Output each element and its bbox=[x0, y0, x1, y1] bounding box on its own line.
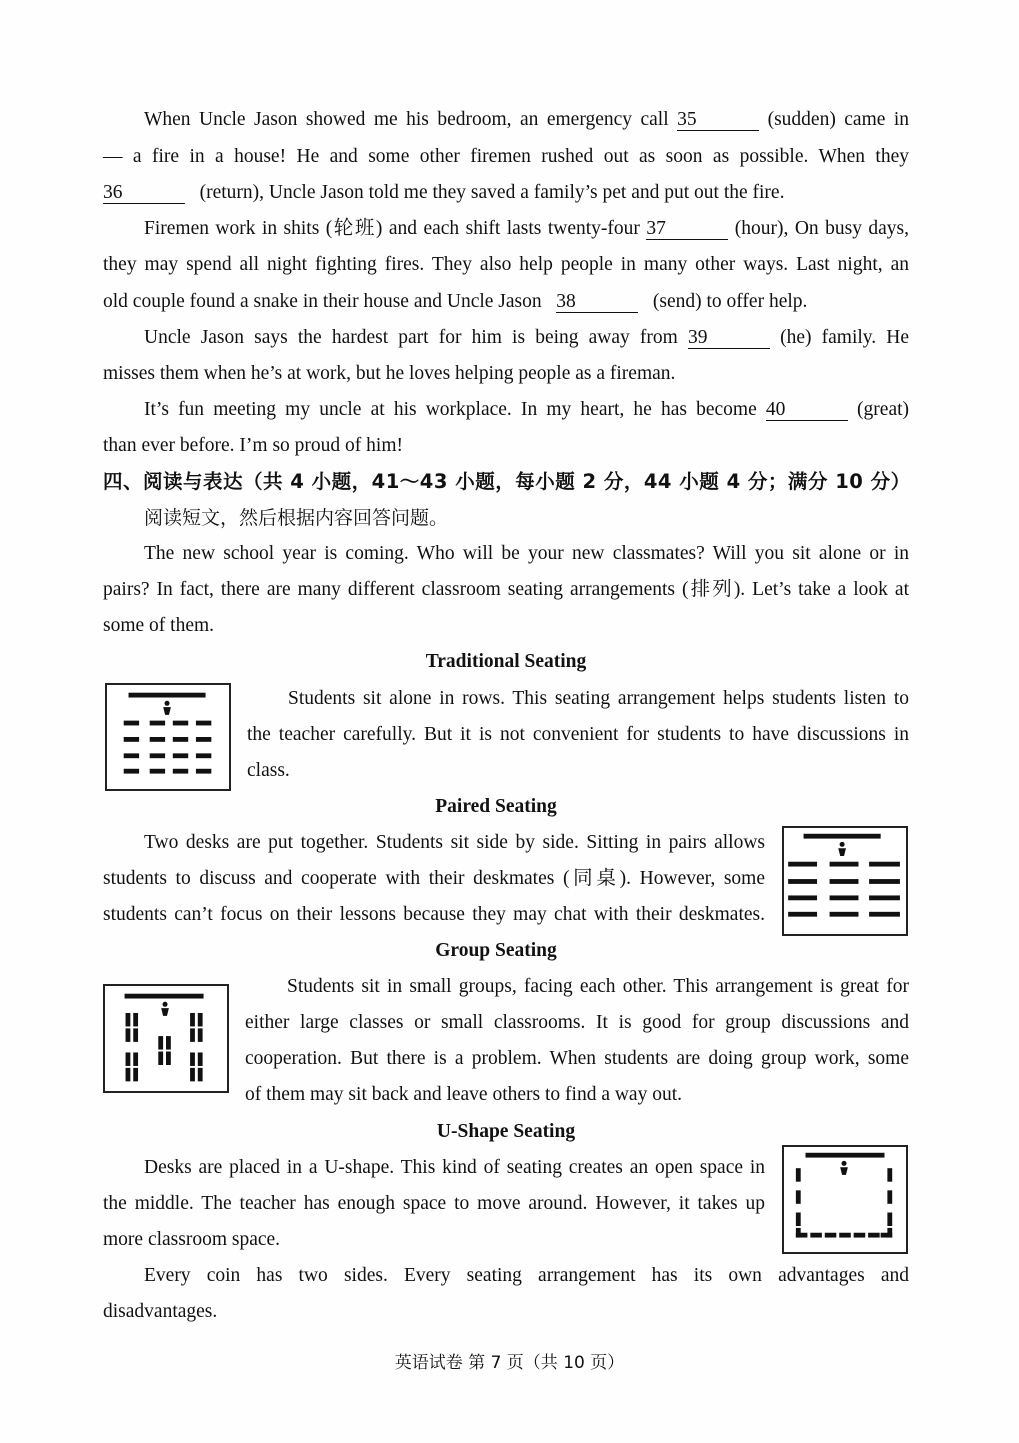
text: old couple found a snake in their house and Uncle Jason bbox=[103, 291, 542, 312]
p1-line-2: — a fire in a house! He and some other firemen rushed out as soon as possible. When they bbox=[103, 146, 909, 167]
answer-blank-35[interactable]: 35 bbox=[677, 110, 759, 131]
answer-blank-36[interactable]: 36 bbox=[103, 183, 185, 204]
traditional-seating-svg bbox=[107, 685, 229, 789]
p2-line-1 bbox=[144, 217, 909, 241]
answer-blank-37[interactable]: 37 bbox=[646, 219, 728, 240]
section-instruction: 阅读短文，然后根据内容回答问题。 bbox=[144, 507, 449, 529]
p2-line-2: they may spend all night fighting fires. They also help people in many other ways. Last night, an bbox=[103, 254, 909, 275]
group-line-4: of them may sit back and leave others to find a way out. bbox=[245, 1084, 682, 1105]
group-line-3: cooperation. But there is a problem. When students are doing group work, some bbox=[245, 1048, 909, 1069]
ushape-line-1: Desks are placed in a U-shape. This kind of seating creates an open space in bbox=[144, 1157, 765, 1178]
traditional-line-1: Students sit alone in rows. This seating arrangement helps students listen to bbox=[288, 688, 909, 709]
text: When Uncle Jason showed me his bedroom, an emergency call bbox=[144, 109, 669, 130]
ushape-heading: U-Shape Seating bbox=[436, 1121, 576, 1142]
p4-line-1 bbox=[144, 398, 909, 422]
text: (send) to offer help. bbox=[652, 291, 808, 312]
answer-blank-39[interactable]: 39 bbox=[688, 328, 770, 349]
group-seating-diagram-icon bbox=[103, 984, 229, 1093]
text: (great) bbox=[857, 399, 910, 420]
paired-heading: Paired Seating bbox=[435, 796, 557, 817]
text: It’s fun meeting my uncle at his workplace. In my heart, he has become bbox=[144, 399, 757, 420]
group-heading: Group Seating bbox=[435, 940, 557, 961]
conclusion-line-1: Every coin has two sides. Every seating arrangement has its own advantages and bbox=[144, 1265, 909, 1286]
paired-line-3: students can’t focus on their lessons because they may chat with their deskmates. bbox=[103, 904, 765, 925]
u-shape-seating-diagram-icon bbox=[782, 1145, 908, 1254]
answer-blank-38[interactable]: 38 bbox=[556, 292, 638, 313]
conclusion-line-2: disadvantages. bbox=[103, 1301, 218, 1322]
intro-line-1: The new school year is coming. Who will be your new classmates? Will you sit alone or in bbox=[144, 543, 909, 564]
section-title: 四、阅读与表达（共 4 小题，41～43 小题，每小题 2 分，44 小题 4 分；满分 10 分） bbox=[103, 470, 911, 493]
intro-line-2: pairs? In fact, there are many different classroom seating arrangements (排列). Let’s take a look at bbox=[103, 579, 909, 600]
paired-line-1: Two desks are put together. Students sit side by side. Sitting in pairs allows bbox=[144, 832, 765, 853]
traditional-line-3: class. bbox=[247, 760, 290, 781]
ushape-line-3: more classroom space. bbox=[103, 1229, 281, 1250]
p1-line-1 bbox=[144, 108, 909, 132]
p4-line-2: than ever before. I’m so proud of him! bbox=[103, 435, 403, 456]
p3-line-1 bbox=[144, 326, 909, 350]
page-footer: 英语试卷 第 7 页（共 10 页） bbox=[394, 1353, 625, 1373]
text: (sudden) came in bbox=[767, 109, 910, 130]
group-line-1: Students sit in small groups, facing each other. This arrangement is great for bbox=[287, 976, 909, 997]
paired-seating-svg bbox=[784, 828, 906, 934]
answer-blank-40[interactable]: 40 bbox=[766, 400, 848, 421]
paired-line-2: students to discuss and cooperate with their deskmates (同桌). However, some bbox=[103, 868, 765, 889]
intro-line-3: some of them. bbox=[103, 615, 215, 636]
text: (return), Uncle Jason told me they saved a family’s pet and put out the fire. bbox=[199, 182, 785, 203]
u-shape-seating-svg bbox=[784, 1147, 906, 1252]
text: Uncle Jason says the hardest part for him is being away from bbox=[144, 327, 678, 348]
text: (hour), On busy days, bbox=[734, 218, 910, 239]
p1-line-3 bbox=[103, 181, 909, 205]
group-seating-svg bbox=[105, 986, 227, 1091]
text: (he) family. He bbox=[780, 327, 910, 348]
traditional-seating-diagram-icon bbox=[105, 683, 231, 791]
ushape-line-2: the middle. The teacher has enough space to move around. However, it takes up bbox=[103, 1193, 765, 1214]
text: Firemen work in shits (轮班) and each shift lasts twenty-four bbox=[144, 218, 640, 239]
paired-seating-diagram-icon bbox=[782, 826, 908, 936]
p2-line-3 bbox=[103, 290, 909, 314]
group-line-2: either large classes or small classrooms. It is good for group discussions and bbox=[245, 1012, 909, 1033]
traditional-heading: Traditional Seating bbox=[425, 651, 587, 672]
traditional-line-2: the teacher carefully. But it is not convenient for students to have discussions in bbox=[247, 724, 909, 745]
p3-line-2: misses them when he’s at work, but he loves helping people as a fireman. bbox=[103, 363, 676, 384]
